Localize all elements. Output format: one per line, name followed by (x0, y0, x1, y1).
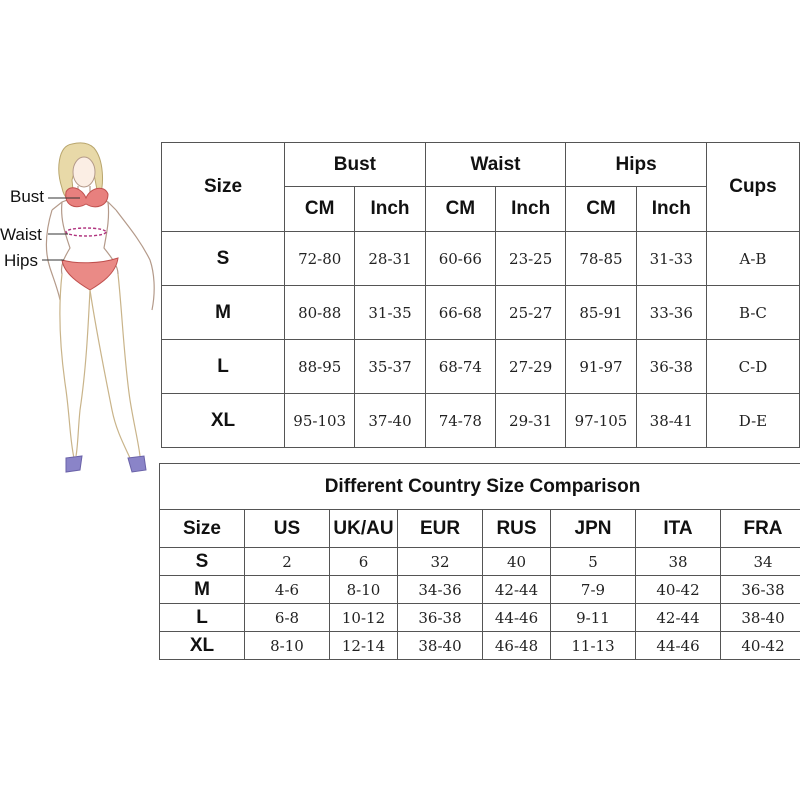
comparison-title: Different Country Size Comparison (160, 464, 800, 510)
value-cell: 2 (245, 548, 330, 576)
value-cell: 46-48 (483, 632, 551, 660)
value-cell: 66-68 (425, 286, 495, 340)
value-cell: 80-88 (285, 286, 355, 340)
table-row (162, 394, 800, 448)
size-cell: L (160, 604, 245, 632)
value-cell: 40-42 (636, 576, 721, 604)
table-row (160, 548, 800, 576)
unit-header: Inch (496, 187, 566, 232)
value-cell: 9-11 (551, 604, 636, 632)
size-cell: L (162, 340, 285, 394)
value-cell: 8-10 (330, 576, 398, 604)
value-cell: 4-6 (245, 576, 330, 604)
value-cell: 78-85 (566, 232, 636, 286)
size-cell: S (162, 232, 285, 286)
unit-header: CM (566, 187, 636, 232)
value-cell: 72-80 (285, 232, 355, 286)
size-chart-table (161, 142, 800, 448)
cups-cell: D-E (706, 394, 799, 448)
value-cell: 42-44 (483, 576, 551, 604)
value-cell: 11-13 (551, 632, 636, 660)
value-cell: 35-37 (355, 340, 425, 394)
value-cell: 38-41 (636, 394, 706, 448)
column-header: Size (160, 510, 245, 548)
cups-cell: A-B (706, 232, 799, 286)
column-header: US (245, 510, 330, 548)
unit-header: Inch (355, 187, 425, 232)
value-cell: 40-42 (721, 632, 800, 660)
value-cell: 37-40 (355, 394, 425, 448)
column-header: EUR (398, 510, 483, 548)
value-cell: 44-46 (483, 604, 551, 632)
size-cell: S (160, 548, 245, 576)
bust-label: Bust (10, 187, 45, 206)
size-cell: M (160, 576, 245, 604)
value-cell: 33-36 (636, 286, 706, 340)
cups-header: Cups (706, 143, 799, 232)
value-cell: 91-97 (566, 340, 636, 394)
value-cell: 42-44 (636, 604, 721, 632)
waist-label: Waist (0, 225, 42, 244)
value-cell: 6 (330, 548, 398, 576)
table-row (162, 232, 800, 286)
value-cell: 38-40 (398, 632, 483, 660)
value-cell: 88-95 (285, 340, 355, 394)
value-cell: 32 (398, 548, 483, 576)
value-cell: 5 (551, 548, 636, 576)
value-cell: 31-35 (355, 286, 425, 340)
value-cell: 29-31 (496, 394, 566, 448)
value-cell: 12-14 (330, 632, 398, 660)
bust-header: Bust (285, 143, 426, 187)
table-row (160, 576, 800, 604)
value-cell: 25-27 (496, 286, 566, 340)
size-cell: M (162, 286, 285, 340)
value-cell: 8-10 (245, 632, 330, 660)
column-header: UK/AU (330, 510, 398, 548)
size-header: Size (162, 143, 285, 232)
value-cell: 27-29 (496, 340, 566, 394)
size-cell: XL (162, 394, 285, 448)
value-cell: 34-36 (398, 576, 483, 604)
column-header: ITA (636, 510, 721, 548)
value-cell: 6-8 (245, 604, 330, 632)
table-row (162, 286, 800, 340)
table-row (160, 604, 800, 632)
cups-cell: C-D (706, 340, 799, 394)
value-cell: 7-9 (551, 576, 636, 604)
size-cell: XL (160, 632, 245, 660)
value-cell: 60-66 (425, 232, 495, 286)
value-cell: 36-38 (721, 576, 800, 604)
value-cell: 95-103 (285, 394, 355, 448)
value-cell: 85-91 (566, 286, 636, 340)
value-cell: 23-25 (496, 232, 566, 286)
hips-header: Hips (566, 143, 707, 187)
unit-header: Inch (636, 187, 706, 232)
value-cell: 10-12 (330, 604, 398, 632)
value-cell: 38-40 (721, 604, 800, 632)
value-cell: 74-78 (425, 394, 495, 448)
cups-cell: B-C (706, 286, 799, 340)
value-cell: 68-74 (425, 340, 495, 394)
value-cell: 31-33 (636, 232, 706, 286)
value-cell: 36-38 (398, 604, 483, 632)
unit-header: CM (425, 187, 495, 232)
column-header: JPN (551, 510, 636, 548)
value-cell: 34 (721, 548, 800, 576)
unit-header: CM (285, 187, 355, 232)
column-header: FRA (721, 510, 800, 548)
body-measurement-figure (0, 140, 165, 485)
value-cell: 44-46 (636, 632, 721, 660)
value-cell: 38 (636, 548, 721, 576)
value-cell: 97-105 (566, 394, 636, 448)
table-row (162, 340, 800, 394)
hips-label: Hips (4, 251, 39, 270)
value-cell: 40 (483, 548, 551, 576)
country-comparison-table (159, 463, 800, 660)
value-cell: 36-38 (636, 340, 706, 394)
waist-header: Waist (425, 143, 566, 187)
table-row (160, 632, 800, 660)
column-header: RUS (483, 510, 551, 548)
value-cell: 28-31 (355, 232, 425, 286)
